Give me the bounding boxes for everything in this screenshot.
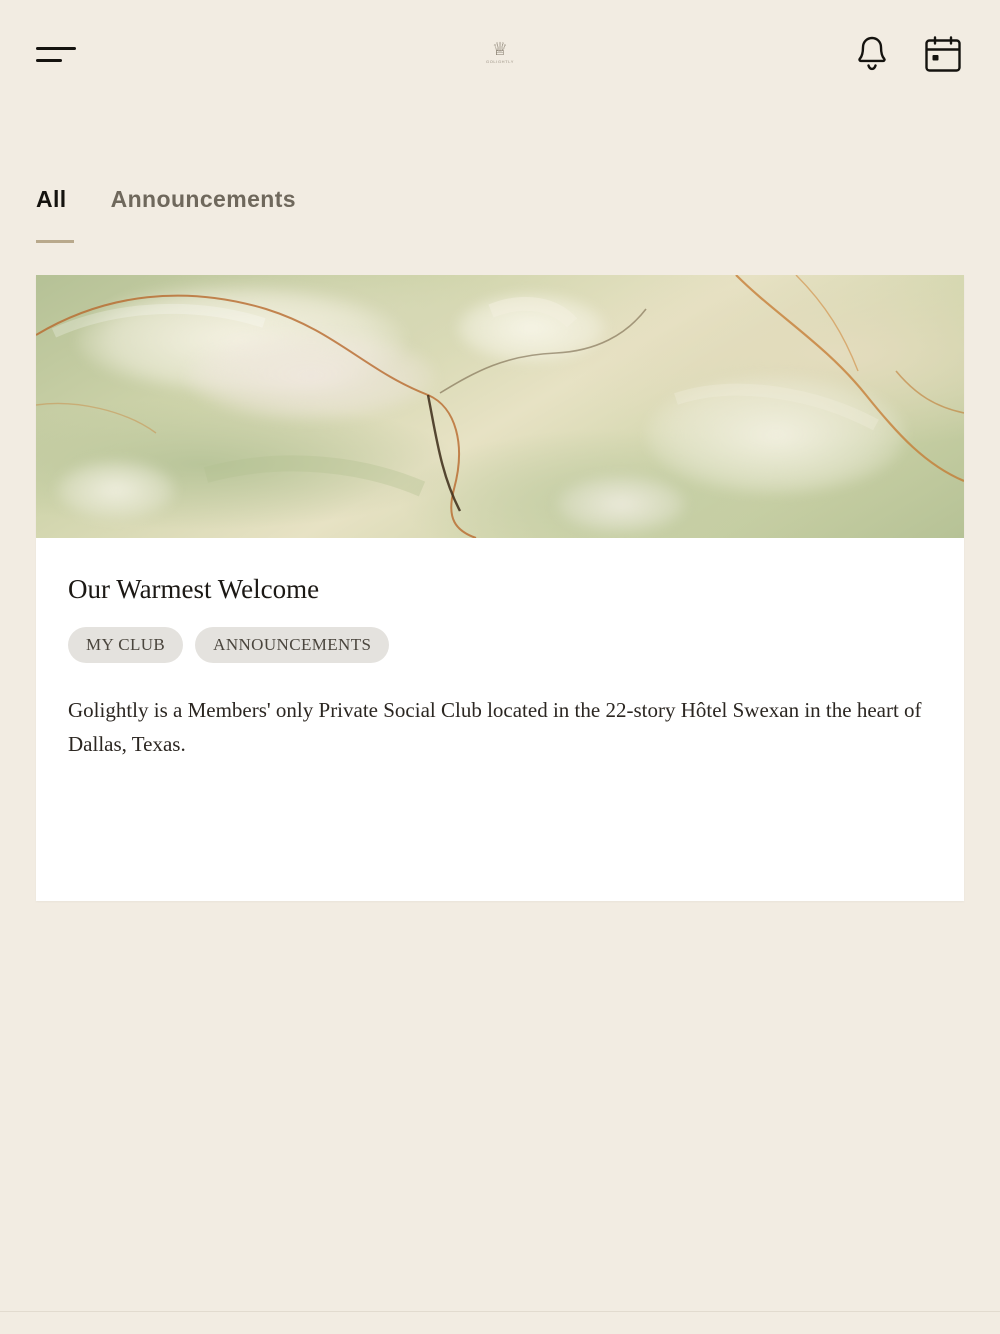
tag-my-club[interactable]: MY CLUB <box>68 627 183 663</box>
card-title: Our Warmest Welcome <box>68 574 320 604</box>
tab-announcements[interactable]: Announcements <box>111 186 296 221</box>
feed-card[interactable] <box>36 275 964 901</box>
top-bar <box>0 0 1000 108</box>
notification-bell-icon[interactable] <box>852 33 892 75</box>
card-tag-list <box>68 627 932 663</box>
tab-all[interactable]: All <box>36 186 67 221</box>
card-body-text: Golightly is a Members' only Private Social Club located in the 22-story Hôtel Swexan in the heart of Dallas, Texas. <box>68 698 922 756</box>
marble-veins <box>36 275 964 538</box>
feed-filter-tabs <box>0 108 1000 221</box>
crown-crest-icon: ♕ <box>491 39 509 59</box>
card-body <box>36 538 964 901</box>
tag-announcements[interactable]: ANNOUNCEMENTS <box>195 627 389 663</box>
card-bottom-spacer <box>68 761 932 857</box>
card-hero-image <box>36 275 964 538</box>
hamburger-bar-bottom <box>36 59 62 62</box>
bottom-divider <box>0 1311 1000 1312</box>
hamburger-menu-icon[interactable] <box>36 32 80 76</box>
calendar-icon[interactable] <box>922 33 964 75</box>
hamburger-bar-top <box>36 47 76 50</box>
brand-wordmark: GOLIGHTLY <box>486 59 514 64</box>
top-bar-actions <box>852 33 964 75</box>
brand-logo[interactable] <box>480 40 520 80</box>
